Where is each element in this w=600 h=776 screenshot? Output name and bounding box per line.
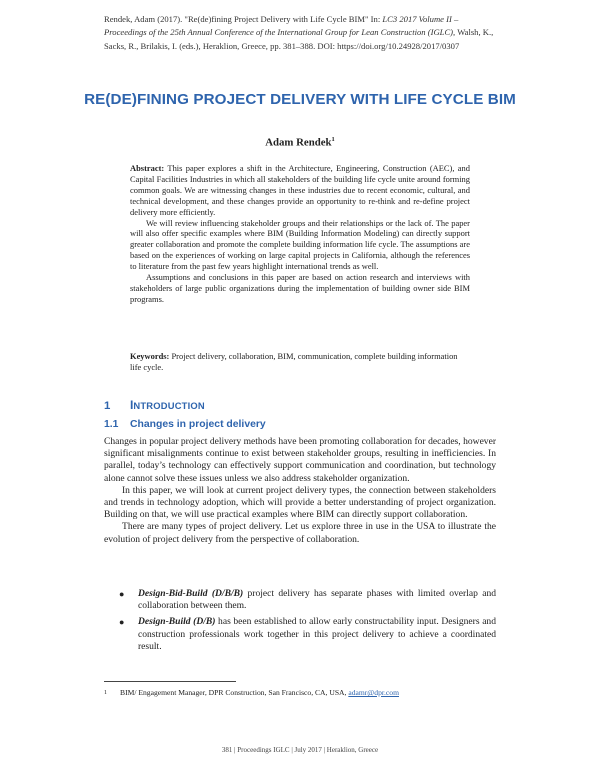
abstract-paragraph-3: Assumptions and conclusions in this paper are based on action research and interviews with stakeholders of large public organizations during the implementation of building owner side BIM programs. bbox=[130, 272, 470, 304]
citation-header bbox=[104, 13, 496, 53]
footnote-number: 1 bbox=[104, 690, 107, 696]
abstract-paragraph-2: We will review influencing stakeholder groups and their relationships or the lack of. The paper will also offer specific examples where BIM (Building Information Modeling) can directly support greater collaboration and promote the complete building information life cycle. The assumptions are based on the experiences of working on large capital projects in California, although the references to literature from the past few years highlight international trends as well. bbox=[130, 217, 470, 272]
footnote-email-link[interactable]: adamr@dpr.com bbox=[348, 688, 399, 697]
bullet-term: Design-Bid-Build (D/B/B) bbox=[138, 588, 244, 599]
section-title-rest: NTRODUCTION bbox=[133, 400, 205, 411]
body-paragraph-2: In this paper, we will look at current project delivery types, the connection between stakeholders and trends in technology adoption, which will provide a better understanding of project organization. Building on that, we will use practical examples where BIM can directly support collaboration. bbox=[104, 484, 496, 521]
keywords bbox=[130, 351, 470, 373]
bullet-list bbox=[104, 588, 496, 657]
list-item bbox=[104, 588, 496, 612]
citation-proceedings: LC3 2017 Volume II – Proceedings of the 25th Annual Conference of the International Group for Lean Construction (IGLC), bbox=[104, 14, 459, 38]
section-number: 1 bbox=[104, 400, 111, 412]
bullet-term: Design-Build (D/B) bbox=[138, 616, 216, 628]
author-footnote-mark: 1 bbox=[331, 136, 335, 143]
section-title-initial: I bbox=[130, 398, 134, 412]
footnote-text: BIM/ Engagement Manager, DPR Construction, San Francisco, CA, USA, bbox=[120, 688, 349, 697]
page-footer: 381 | Proceedings IGLC | July 2017 | Heraklion, Greece bbox=[221, 746, 379, 754]
author-name: Adam Rendek bbox=[265, 136, 332, 149]
footnote bbox=[104, 688, 496, 698]
abstract-paragraph-1 bbox=[130, 163, 470, 218]
abstract-label: Abstract: bbox=[130, 163, 165, 173]
subsection-number: 1.1 bbox=[104, 419, 119, 430]
body-paragraph-1: Changes in popular project delivery methods have been promoting collaboration for decades, however significant misalignments continue to exist between stakeholder groups, resulting in inefficiencies. In parallel, today’s technology can effectively support communication and coordination, but technology alone cannot solve these issues unless we also address stakeholder organization. bbox=[104, 436, 496, 484]
bullet-icon: ● bbox=[119, 589, 125, 599]
abstract-text-1: This paper explores a shift in the Architecture, Engineering, Construction (AEC), and Capital Facilities Industries in which all stakeholders of the building life cycle unite around forming common goals. We are witnessing changes in these industries due to recent economic, cultural, and technical development, and these changes provide an opportunity to re-think and re-define project delivery more efficiently. bbox=[130, 163, 470, 217]
body-text bbox=[104, 436, 496, 546]
abstract bbox=[130, 163, 470, 305]
list-item bbox=[104, 616, 496, 653]
keywords-label: Keywords: bbox=[130, 351, 170, 361]
bullet-icon: ● bbox=[119, 617, 125, 628]
author-line bbox=[0, 136, 600, 149]
subsection-heading bbox=[104, 419, 266, 430]
bullet-text: project delivery has separate phases with limited overlap and collaboration between them. bbox=[138, 588, 496, 612]
subsection-title: Changes in project delivery bbox=[130, 419, 266, 430]
section-heading-introduction bbox=[104, 398, 205, 412]
citation-part1: Rendek, Adam (2017). "Re(de)fining Project Delivery with Life Cycle BIM" In: bbox=[104, 14, 381, 24]
keywords-text: Project delivery, collaboration, BIM, communication, complete building information life cycle. bbox=[130, 351, 458, 372]
paper-title: RE(DE)FINING PROJECT DELIVERY WITH LIFE CYCLE BIM bbox=[84, 91, 516, 108]
body-paragraph-3: There are many types of project delivery. Let us explore three in use in the USA to illustrate the evolution of project delivery from the perspective of collaboration. bbox=[104, 521, 496, 545]
citation-part2: Walsh, K., Sacks, R., Brilakis, I. (eds.), Heraklion, Greece, pp. 381–388. DOI: https://doi.org/10.24928/2017/0307 bbox=[104, 27, 494, 51]
bullet-text: has been established to allow early constructability input. Designers and construction professionals work together in this project delivery to achieve a coordinated result. bbox=[138, 616, 496, 652]
footnote-divider bbox=[104, 681, 236, 682]
